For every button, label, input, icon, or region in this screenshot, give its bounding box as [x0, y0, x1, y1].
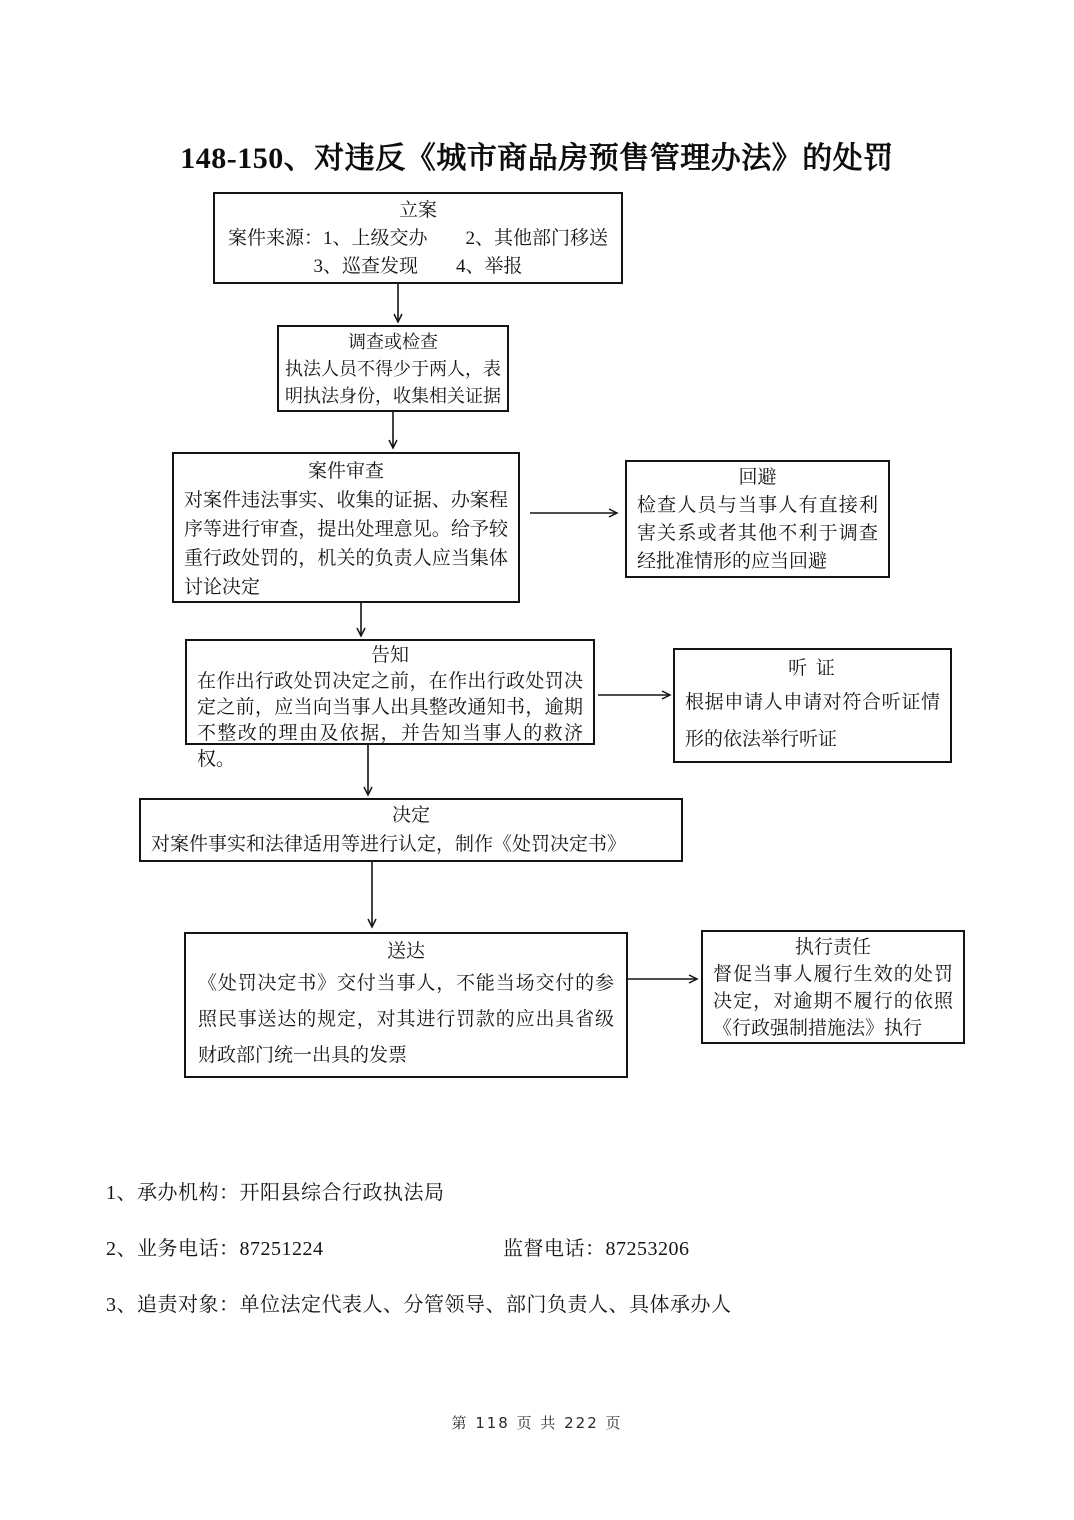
node-title: 送达	[386, 941, 425, 962]
node-body: 检查人员与当事人有直接利害关系或者其他不利于调查经批准情形的应当回避	[637, 495, 878, 572]
node-title: 立案	[398, 200, 437, 221]
node-line: 3、巡查发现 4、举报	[313, 256, 523, 277]
node-body: 根据申请人申请对符合听证情形的依法举行听证	[685, 692, 940, 750]
node-body: 执法人员不得少于两人，表明执法身份，收集相关证据	[285, 359, 501, 406]
flow-node-enforcement-duty	[701, 930, 965, 1044]
node-body: 在作出行政处罚决定之前，在作出行政处罚决定之前，应当向当事人出具整改通知书，逾期不整改的理由及依据，并告知当事人的救济权。	[197, 671, 583, 770]
node-title: 决定	[391, 805, 430, 826]
flow-node-service-of-documents	[184, 932, 628, 1078]
node-title: 案件审查	[307, 461, 384, 482]
note-phones	[106, 1232, 1006, 1261]
flow-node-notification	[185, 639, 595, 770]
note-business-phone: 2、业务电话：87251224	[106, 1238, 324, 1260]
node-body: 对案件事实和法律适用等进行认定，制作《处罚决定书》	[151, 834, 627, 855]
note-supervision-phone: 监督电话：87253206	[503, 1238, 690, 1260]
node-title: 听 证	[788, 658, 837, 679]
flow-node-decision	[139, 798, 683, 862]
flow-node-investigation	[277, 325, 509, 412]
note-agency: 1、承办机构：开阳县综合行政执法局	[106, 1182, 445, 1204]
flow-node-hearing	[673, 648, 952, 763]
flow-node-case-review	[172, 452, 520, 603]
node-title: 告知	[370, 645, 409, 666]
node-title: 回避	[738, 467, 777, 488]
flow-node-filing	[213, 192, 623, 284]
note-accountability-targets: 3、追责对象：单位法定代表人、分管领导、部门负责人、具体承办人	[106, 1294, 732, 1316]
node-body: 《处罚决定书》交付当事人，不能当场交付的参照民事送达的规定，对其进行罚款的应出具省级财政部门统一出具的发票	[198, 973, 614, 1066]
node-title: 调查或检查	[348, 332, 438, 352]
node-line: 案件来源：1、上级交办 2、其他部门移送	[227, 228, 608, 249]
node-title: 执行责任	[794, 937, 871, 958]
page-number: 第 118 页 共 222 页	[451, 1414, 623, 1432]
node-body: 对案件违法事实、收集的证据、办案程序等进行审查，提出处理意见。给予较重行政处罚的，机关的负责人应当集体讨论决定	[184, 490, 508, 598]
page-title: 148-150、对违反《城市商品房预售管理办法》的处罚	[180, 142, 894, 175]
flow-node-recusal	[625, 460, 890, 578]
node-body: 督促当事人履行生效的处罚决定，对逾期不履行的依照《行政强制措施法》执行	[713, 964, 953, 1039]
